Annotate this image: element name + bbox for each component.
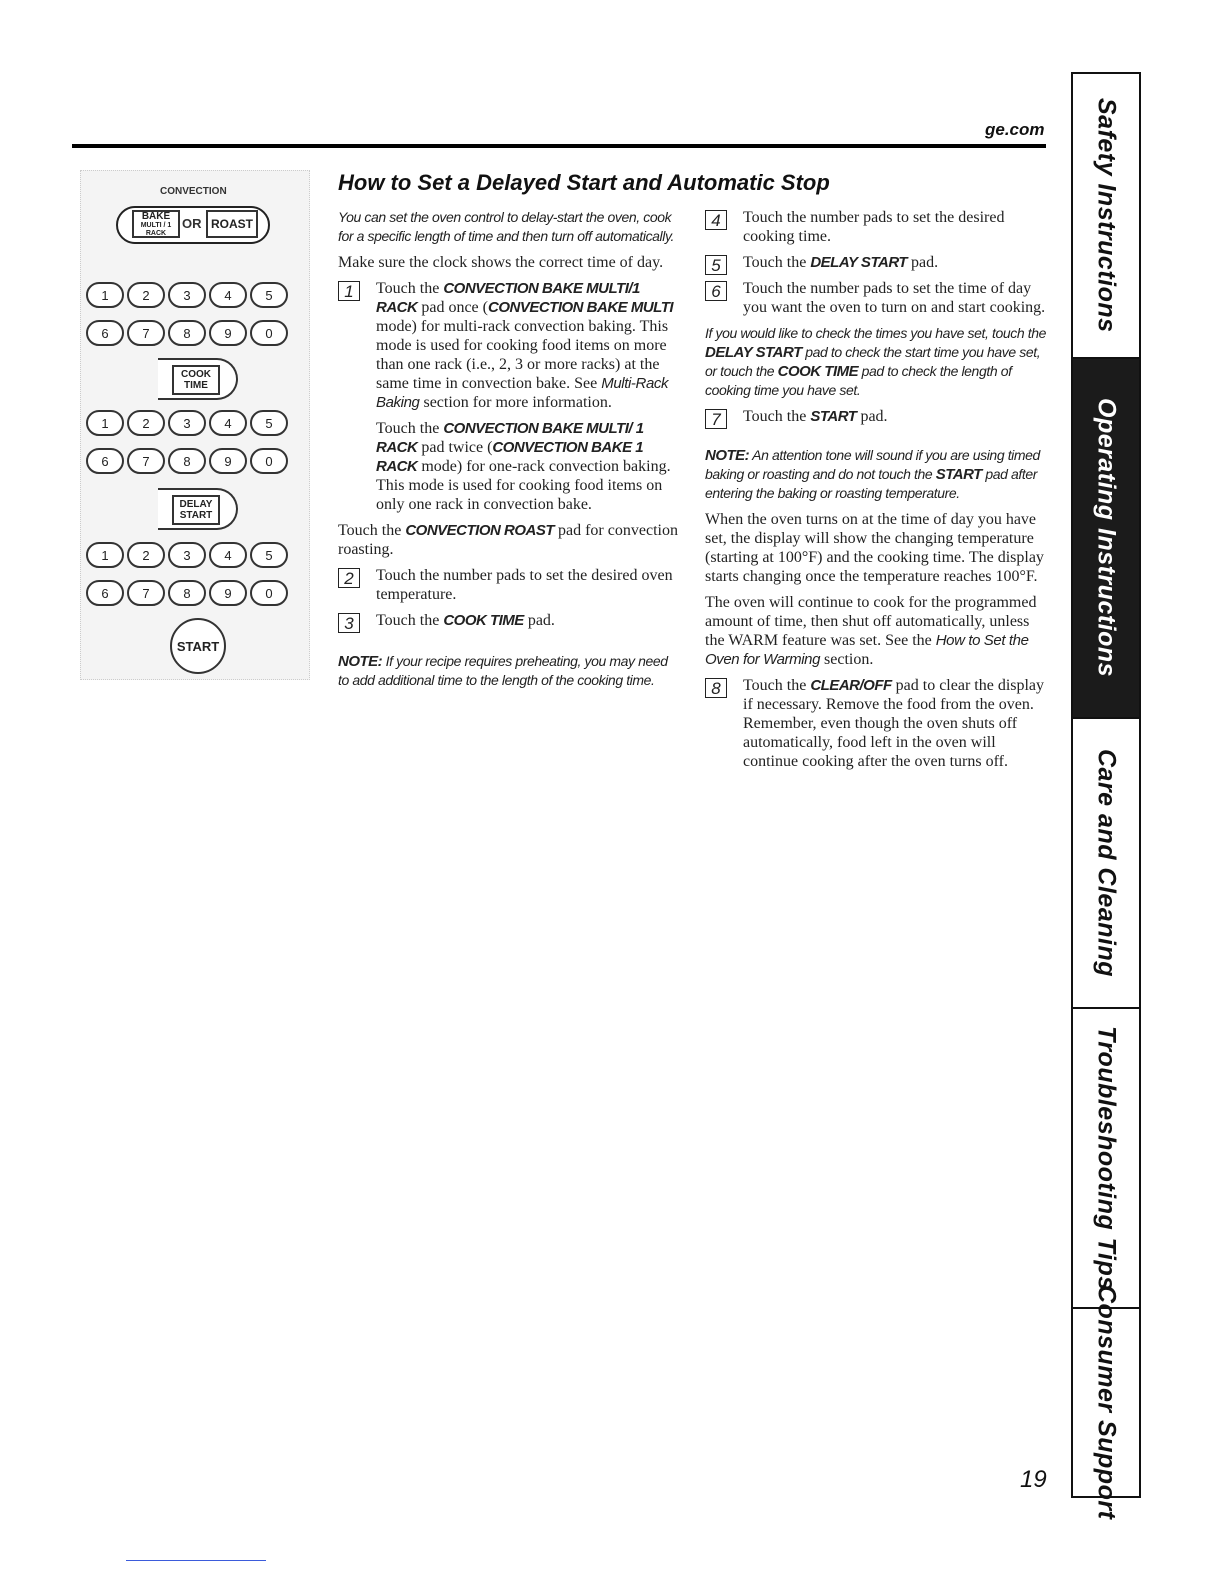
key-8[interactable]: 8 <box>168 580 206 606</box>
key-8[interactable]: 8 <box>168 320 206 346</box>
key-2[interactable]: 2 <box>127 542 165 568</box>
header-rule <box>72 144 1046 148</box>
key-1[interactable]: 1 <box>86 282 124 308</box>
tab-safety-instructions[interactable]: Safety Instructions <box>1073 74 1139 359</box>
column-left <box>338 208 680 697</box>
convection-roast-pad[interactable] <box>206 210 258 238</box>
delay-label: DELAY <box>179 499 213 510</box>
step-number: 7 <box>705 409 727 429</box>
bake-label: BAKE <box>141 210 171 222</box>
multi-rack-label: MULTI / 1 RACK <box>140 221 172 237</box>
key-3[interactable]: 3 <box>168 282 206 308</box>
convection-bake-pad[interactable] <box>132 210 180 238</box>
key-2[interactable]: 2 <box>127 282 165 308</box>
site-url: ge.com <box>985 120 1045 139</box>
key-9[interactable]: 9 <box>209 320 247 346</box>
number-row-1 <box>86 282 288 308</box>
tab-care-and-cleaning[interactable]: Care and Cleaning <box>1073 719 1139 1009</box>
key-7[interactable]: 7 <box>127 320 165 346</box>
convection-caption: CONVECTION <box>160 186 227 197</box>
start-label: START <box>179 510 213 521</box>
cook-time-pad[interactable] <box>172 365 220 395</box>
note-preheating: NOTE: If your recipe requires preheating, you may need to add additional time to the length of the cooking time. <box>338 653 668 688</box>
number-row-2 <box>86 320 288 346</box>
key-0[interactable]: 0 <box>250 448 288 474</box>
roast-instruction: Touch the CONVECTION ROAST pad for convection roasting. <box>338 522 678 558</box>
time-label: TIME <box>184 380 208 391</box>
key-3[interactable]: 3 <box>168 542 206 568</box>
bottom-line <box>126 1560 266 1561</box>
step-1: 1 Touch the CONVECTION BAKE MULTI/1 RACK pad once (CONVECTION BAKE MULTI mode) for multi-rack convection baking. This mode is used for cooking food items on more than one rack (i.e., 2, 3 or more racks) at the same time in convection bake. See Multi-Rack Baking section for more information. <box>338 279 680 412</box>
step-6: 6 Touch the number pads to set the time of day you want the oven to turn on and start cooking. <box>705 279 1047 317</box>
cook-label: COOK <box>181 369 211 380</box>
key-0[interactable]: 0 <box>250 320 288 346</box>
delay-start-pad[interactable] <box>172 495 220 525</box>
key-6[interactable]: 6 <box>86 580 124 606</box>
control-panel-illustration <box>80 170 310 680</box>
key-5[interactable]: 5 <box>250 542 288 568</box>
step-number: 4 <box>705 210 727 230</box>
key-8[interactable]: 8 <box>168 448 206 474</box>
key-5[interactable]: 5 <box>250 410 288 436</box>
roast-label: ROAST <box>211 216 253 231</box>
tab-troubleshooting-tips[interactable]: Troubleshooting Tips <box>1073 1009 1139 1309</box>
key-4[interactable]: 4 <box>209 542 247 568</box>
tab-consumer-support[interactable]: Consumer Support <box>1092 1285 1121 1520</box>
continue-cooking-text: The oven will continue to cook for the programmed amount of time, then shut off automatically, unless the WARM feature was set. See the How to Set the Oven for Warming section. <box>705 594 1037 668</box>
step-number: 6 <box>705 281 727 301</box>
intro-text: You can set the oven control to delay-start the oven, cook for a specific length of time and then turn off automatically. <box>338 209 675 244</box>
number-row-3 <box>86 410 288 436</box>
step-number: 8 <box>705 678 727 698</box>
key-0[interactable]: 0 <box>250 580 288 606</box>
clock-instruction: Make sure the clock shows the correct time of day. <box>338 254 664 271</box>
step-3: 3 Touch the COOK TIME pad. <box>338 611 680 630</box>
step-7: 7 Touch the START pad. <box>705 407 1047 426</box>
key-4[interactable]: 4 <box>209 410 247 436</box>
key-1[interactable]: 1 <box>86 410 124 436</box>
key-7[interactable]: 7 <box>127 580 165 606</box>
tab-operating-instructions[interactable]: Operating Instructions <box>1073 359 1139 719</box>
key-2[interactable]: 2 <box>127 410 165 436</box>
key-9[interactable]: 9 <box>209 580 247 606</box>
key-1[interactable]: 1 <box>86 542 124 568</box>
key-6[interactable]: 6 <box>86 448 124 474</box>
step-number: 5 <box>705 255 727 275</box>
step-1-alternative: Touch the CONVECTION BAKE MULTI/ 1 RACK pad twice (CONVECTION BAKE 1 RACK mode) for one-rack convection baking. This mode is used for cooking food items on only one rack in convection bake. <box>376 420 671 513</box>
key-9[interactable]: 9 <box>209 448 247 474</box>
key-3[interactable]: 3 <box>168 410 206 436</box>
when-oven-turns-on-text: When the oven turns on at the time of day you have set, the display will show the changing temperature (starting at 100°F) and the cooking time. The display starts changing once the temperature reaches 100°F. <box>705 511 1044 585</box>
start-pad[interactable]: START <box>170 618 226 674</box>
step-5: 5 Touch the DELAY START pad. <box>705 253 1047 272</box>
number-row-4 <box>86 448 288 474</box>
key-6[interactable]: 6 <box>86 320 124 346</box>
key-4[interactable]: 4 <box>209 282 247 308</box>
section-title: How to Set a Delayed Start and Automatic Stop <box>338 170 830 195</box>
key-5[interactable]: 5 <box>250 282 288 308</box>
number-row-6 <box>86 580 288 606</box>
check-times-note: If you would like to check the times you have set, touch the DELAY START pad to check the start time you have set, or touch the COOK TIME pad to check the length of cooking time you have set. <box>705 325 1046 398</box>
section-tabs <box>1071 72 1141 1520</box>
key-7[interactable]: 7 <box>127 448 165 474</box>
step-4: 4 Touch the number pads to set the desired cooking time. <box>705 208 1047 246</box>
step-2: 2 Touch the number pads to set the desired oven temperature. <box>338 566 680 604</box>
step-number: 3 <box>338 613 360 633</box>
column-right <box>705 208 1047 778</box>
note-attention-tone: NOTE: An attention tone will sound if you are using timed baking or roasting and do not touch the START pad after entering the baking or roasting temperature. <box>705 447 1040 501</box>
number-row-5 <box>86 542 288 568</box>
step-8: 8 Touch the CLEAR/OFF pad to clear the display if necessary. Remove the food from the oven. Remember, even though the oven shuts off automatically, food left in the oven will continue cooking after the oven turns off. <box>705 676 1047 771</box>
step-number: 1 <box>338 281 360 301</box>
page-number: 19 <box>1020 1466 1047 1493</box>
or-label: OR <box>182 216 202 231</box>
step-number: 2 <box>338 568 360 588</box>
